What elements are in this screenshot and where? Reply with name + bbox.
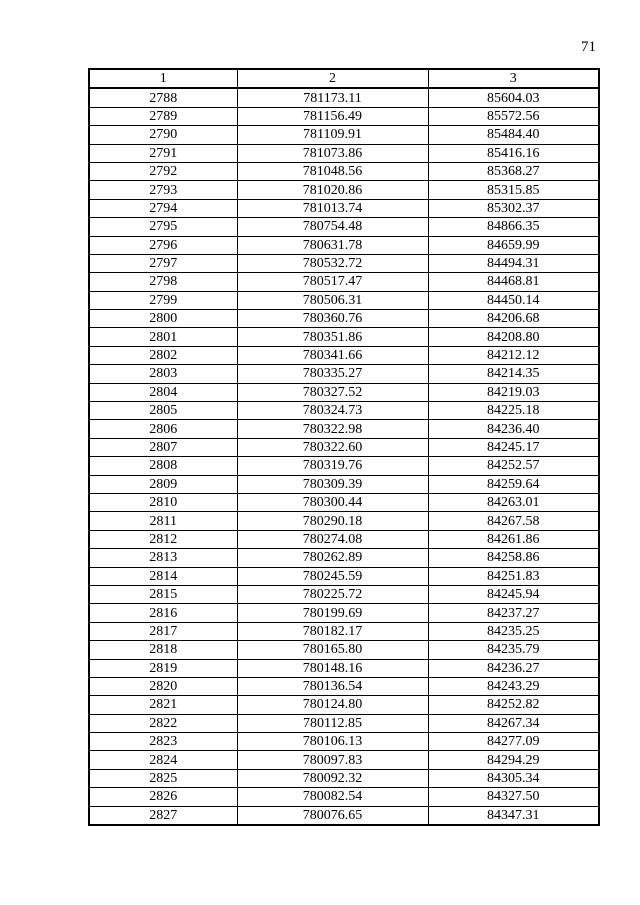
table-cell: 781020.86 xyxy=(237,181,428,199)
table-cell: 85416.16 xyxy=(428,144,599,162)
column-header: 3 xyxy=(428,69,599,88)
table-cell: 780136.54 xyxy=(237,677,428,695)
table-cell: 781013.74 xyxy=(237,199,428,217)
table-row xyxy=(89,659,599,677)
table-cell: 84245.94 xyxy=(428,585,599,603)
table-cell: 2800 xyxy=(89,310,237,328)
table-cell: 2807 xyxy=(89,438,237,456)
table-cell: 2802 xyxy=(89,346,237,364)
table-row xyxy=(89,383,599,401)
table-cell: 780322.60 xyxy=(237,438,428,456)
table-cell: 2794 xyxy=(89,199,237,217)
table-cell: 781073.86 xyxy=(237,144,428,162)
table-cell: 2805 xyxy=(89,402,237,420)
table-cell: 2818 xyxy=(89,641,237,659)
table-cell: 780309.39 xyxy=(237,475,428,493)
table-cell: 84277.09 xyxy=(428,733,599,751)
table-body xyxy=(89,88,599,825)
table-row xyxy=(89,88,599,107)
table-cell: 780327.52 xyxy=(237,383,428,401)
table-cell: 2823 xyxy=(89,733,237,751)
table-cell: 84258.86 xyxy=(428,549,599,567)
table-row xyxy=(89,328,599,346)
table-cell: 780335.27 xyxy=(237,365,428,383)
table-cell: 84468.81 xyxy=(428,273,599,291)
table-cell: 2825 xyxy=(89,769,237,787)
table-row xyxy=(89,420,599,438)
table-cell: 85604.03 xyxy=(428,88,599,107)
table-cell: 780324.73 xyxy=(237,402,428,420)
table-row xyxy=(89,622,599,640)
table-cell: 84225.18 xyxy=(428,402,599,420)
table-row xyxy=(89,402,599,420)
table-cell: 780199.69 xyxy=(237,604,428,622)
table-cell: 781173.11 xyxy=(237,88,428,107)
table-cell: 2796 xyxy=(89,236,237,254)
column-header: 1 xyxy=(89,69,237,88)
table-cell: 2788 xyxy=(89,88,237,107)
table-cell: 84237.27 xyxy=(428,604,599,622)
table-cell: 84267.58 xyxy=(428,512,599,530)
table-cell: 780300.44 xyxy=(237,493,428,511)
table-cell: 2810 xyxy=(89,493,237,511)
table-cell: 2815 xyxy=(89,585,237,603)
table-row xyxy=(89,677,599,695)
table-cell: 84212.12 xyxy=(428,346,599,364)
table-cell: 780517.47 xyxy=(237,273,428,291)
table-cell: 85368.27 xyxy=(428,162,599,180)
table-cell: 781109.91 xyxy=(237,126,428,144)
table-cell: 780262.89 xyxy=(237,549,428,567)
table-cell: 780322.98 xyxy=(237,420,428,438)
table-cell: 2812 xyxy=(89,530,237,548)
table-cell: 84263.01 xyxy=(428,493,599,511)
table-cell: 2791 xyxy=(89,144,237,162)
table-cell: 780631.78 xyxy=(237,236,428,254)
table-row xyxy=(89,530,599,548)
table-cell: 84235.25 xyxy=(428,622,599,640)
table-cell: 2789 xyxy=(89,107,237,125)
table-row xyxy=(89,493,599,511)
table-cell: 84494.31 xyxy=(428,254,599,272)
table-cell: 85302.37 xyxy=(428,199,599,217)
table-cell: 2817 xyxy=(89,622,237,640)
table-cell: 2826 xyxy=(89,788,237,806)
table-cell: 780274.08 xyxy=(237,530,428,548)
table-cell: 84659.99 xyxy=(428,236,599,254)
table-cell: 84327.50 xyxy=(428,788,599,806)
table-cell: 2799 xyxy=(89,291,237,309)
table-cell: 780148.16 xyxy=(237,659,428,677)
table-cell: 84206.68 xyxy=(428,310,599,328)
table-cell: 2809 xyxy=(89,475,237,493)
table-cell: 780124.80 xyxy=(237,696,428,714)
table-cell: 84245.17 xyxy=(428,438,599,456)
column-header: 2 xyxy=(237,69,428,88)
table-cell: 84347.31 xyxy=(428,806,599,825)
table-row xyxy=(89,310,599,328)
table-cell: 2827 xyxy=(89,806,237,825)
table-cell: 84267.34 xyxy=(428,714,599,732)
table-cell: 2798 xyxy=(89,273,237,291)
table-row xyxy=(89,438,599,456)
table-cell: 2819 xyxy=(89,659,237,677)
table-cell: 780225.72 xyxy=(237,585,428,603)
table-cell: 84236.40 xyxy=(428,420,599,438)
table-cell: 84252.82 xyxy=(428,696,599,714)
table-row xyxy=(89,751,599,769)
table-cell: 2801 xyxy=(89,328,237,346)
table-cell: 85484.40 xyxy=(428,126,599,144)
table-row xyxy=(89,567,599,585)
table-row xyxy=(89,733,599,751)
table-row xyxy=(89,254,599,272)
table-cell: 2816 xyxy=(89,604,237,622)
table-row xyxy=(89,346,599,364)
table-cell: 84214.35 xyxy=(428,365,599,383)
page-number: 71 xyxy=(581,39,596,55)
table-cell: 2821 xyxy=(89,696,237,714)
table-row xyxy=(89,585,599,603)
table-cell: 780290.18 xyxy=(237,512,428,530)
table-cell: 780351.86 xyxy=(237,328,428,346)
table-row xyxy=(89,475,599,493)
table-cell: 780082.54 xyxy=(237,788,428,806)
table-row xyxy=(89,769,599,787)
table-cell: 780319.76 xyxy=(237,457,428,475)
table-cell: 780092.32 xyxy=(237,769,428,787)
table-row xyxy=(89,604,599,622)
table-row xyxy=(89,291,599,309)
coordinates-table xyxy=(88,68,600,826)
table-cell: 780112.85 xyxy=(237,714,428,732)
table-row xyxy=(89,696,599,714)
table-row xyxy=(89,549,599,567)
table-cell: 2797 xyxy=(89,254,237,272)
table-cell: 84259.64 xyxy=(428,475,599,493)
table-cell: 84866.35 xyxy=(428,218,599,236)
table-cell: 2814 xyxy=(89,567,237,585)
table-cell: 84261.86 xyxy=(428,530,599,548)
table-row xyxy=(89,512,599,530)
table-cell: 780106.13 xyxy=(237,733,428,751)
table-cell: 780341.66 xyxy=(237,346,428,364)
table-cell: 780182.17 xyxy=(237,622,428,640)
header-row xyxy=(89,69,599,88)
table-cell: 84235.79 xyxy=(428,641,599,659)
table-cell: 84305.34 xyxy=(428,769,599,787)
table-row xyxy=(89,126,599,144)
table-cell: 780360.76 xyxy=(237,310,428,328)
table-row xyxy=(89,641,599,659)
table-header xyxy=(89,69,599,88)
table-cell: 2813 xyxy=(89,549,237,567)
table-cell: 781048.56 xyxy=(237,162,428,180)
table-cell: 780754.48 xyxy=(237,218,428,236)
table-row xyxy=(89,199,599,217)
table-row xyxy=(89,181,599,199)
table-cell: 84294.29 xyxy=(428,751,599,769)
table-row xyxy=(89,107,599,125)
table-cell: 84208.80 xyxy=(428,328,599,346)
table-cell: 780165.80 xyxy=(237,641,428,659)
table-cell: 2803 xyxy=(89,365,237,383)
table-cell: 84243.29 xyxy=(428,677,599,695)
table-cell: 2792 xyxy=(89,162,237,180)
table-row xyxy=(89,457,599,475)
table-cell: 780097.83 xyxy=(237,751,428,769)
table-cell: 2811 xyxy=(89,512,237,530)
table-cell: 781156.49 xyxy=(237,107,428,125)
table-row xyxy=(89,273,599,291)
table-cell: 2790 xyxy=(89,126,237,144)
table-cell: 84450.14 xyxy=(428,291,599,309)
table-cell: 85572.56 xyxy=(428,107,599,125)
table-cell: 2804 xyxy=(89,383,237,401)
table-cell: 2824 xyxy=(89,751,237,769)
table-row xyxy=(89,788,599,806)
table-cell: 780076.65 xyxy=(237,806,428,825)
table-cell: 84252.57 xyxy=(428,457,599,475)
table-cell: 2808 xyxy=(89,457,237,475)
table-cell: 2820 xyxy=(89,677,237,695)
table-cell: 84219.03 xyxy=(428,383,599,401)
table-row xyxy=(89,144,599,162)
table-row xyxy=(89,806,599,825)
table-cell: 2795 xyxy=(89,218,237,236)
table-cell: 780506.31 xyxy=(237,291,428,309)
table-cell: 2806 xyxy=(89,420,237,438)
table-cell: 2822 xyxy=(89,714,237,732)
table-cell: 84251.83 xyxy=(428,567,599,585)
table-cell: 780532.72 xyxy=(237,254,428,272)
table-row xyxy=(89,714,599,732)
table-cell: 2793 xyxy=(89,181,237,199)
table-cell: 780245.59 xyxy=(237,567,428,585)
table-row xyxy=(89,236,599,254)
table-row xyxy=(89,162,599,180)
table-row xyxy=(89,218,599,236)
table-cell: 85315.85 xyxy=(428,181,599,199)
table-cell: 84236.27 xyxy=(428,659,599,677)
table-row xyxy=(89,365,599,383)
